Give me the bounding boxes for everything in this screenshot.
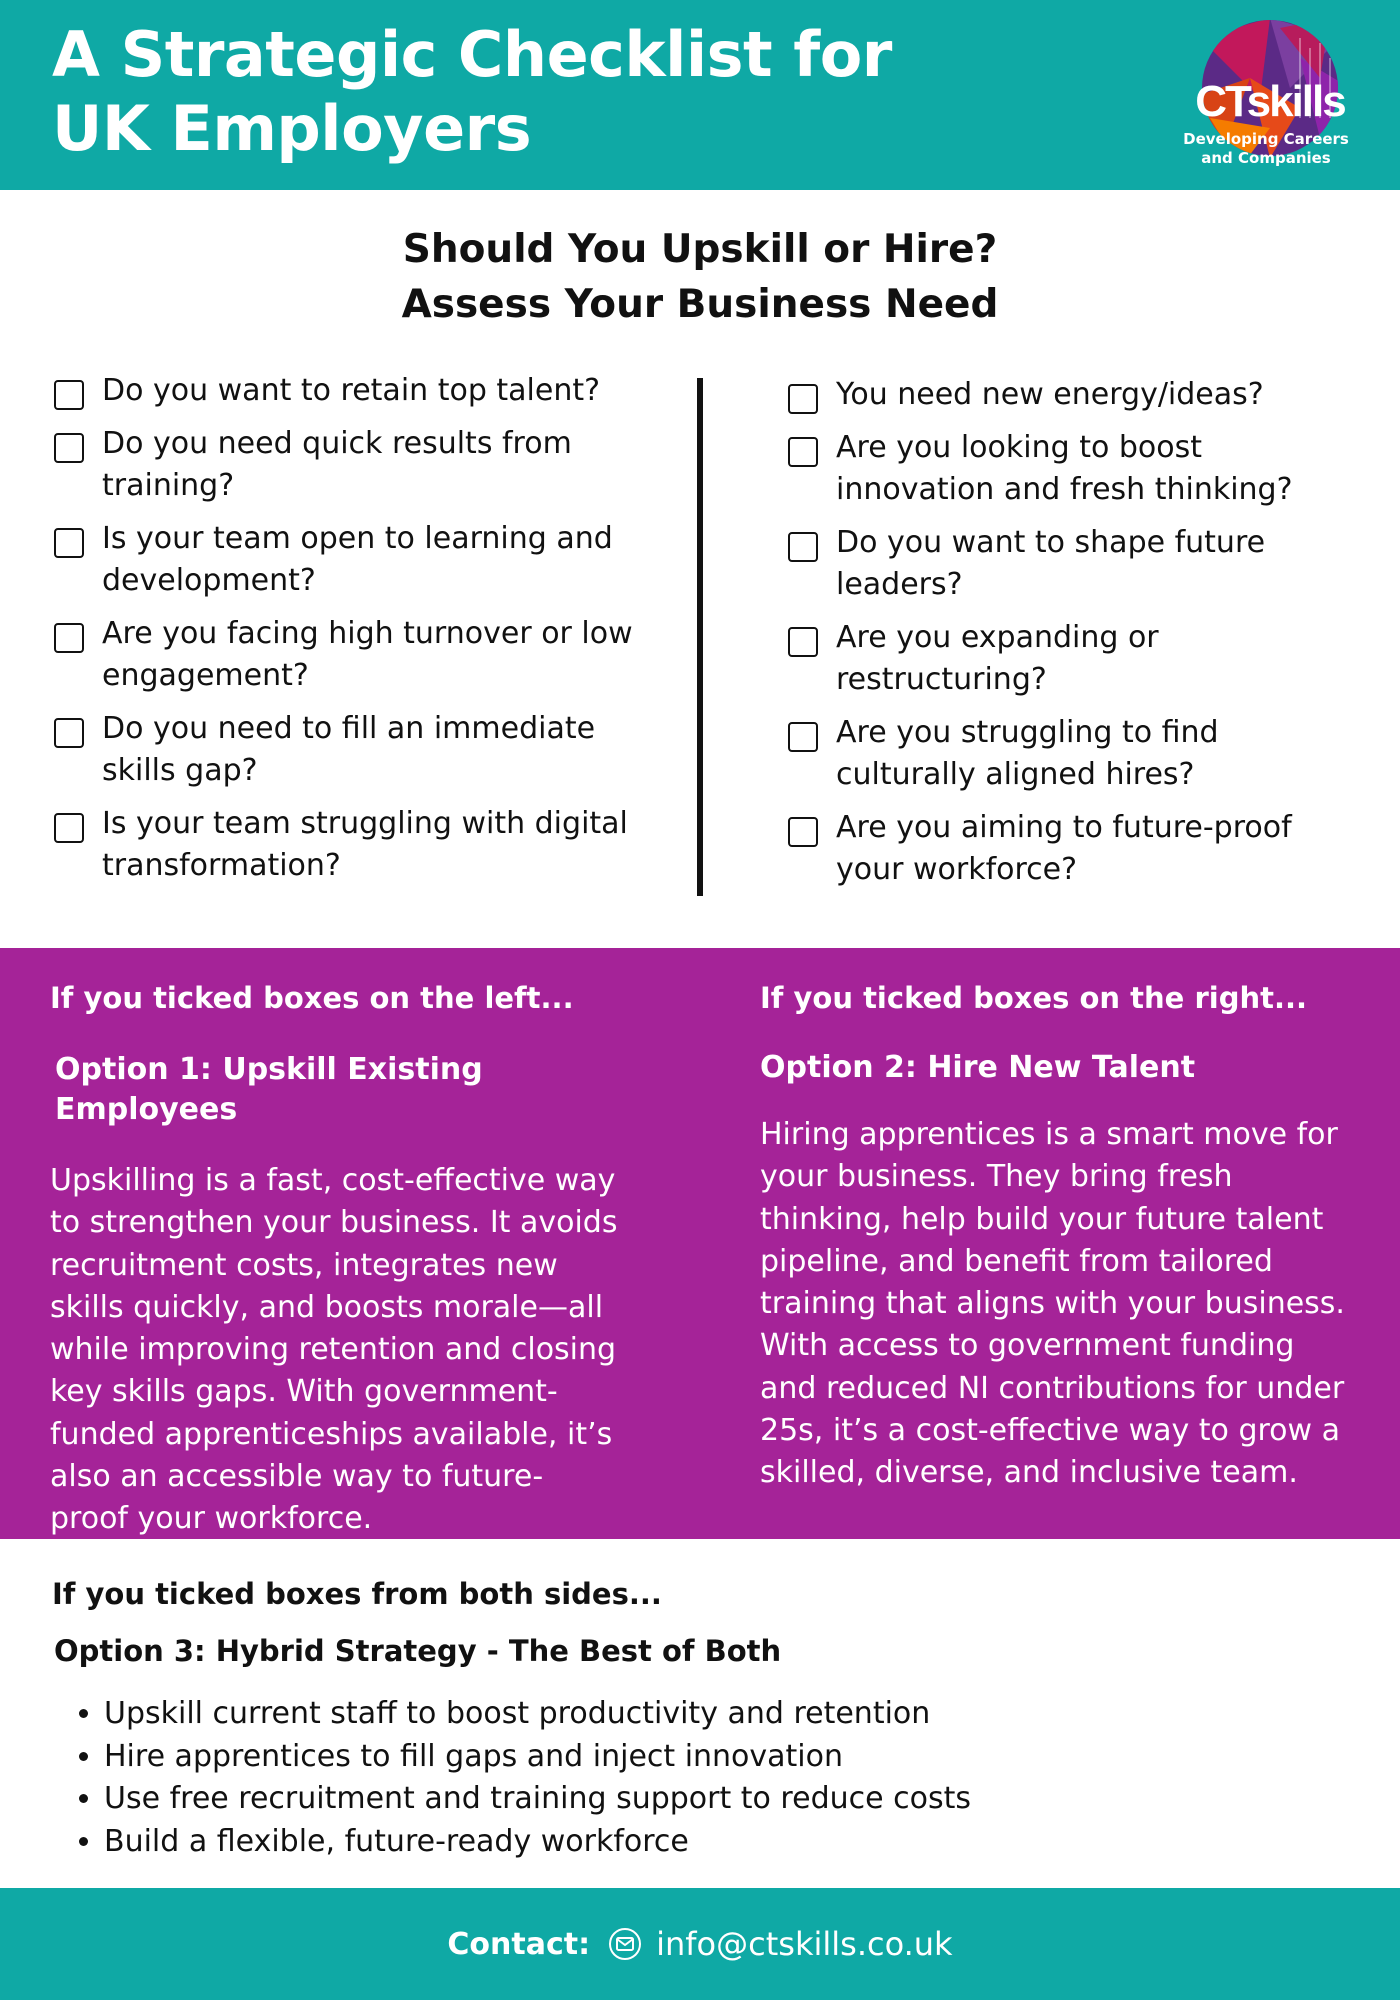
checkbox[interactable] xyxy=(54,718,84,748)
option-description xyxy=(760,1114,1360,1495)
checkbox[interactable] xyxy=(788,437,818,467)
bullet-item: • Build a flexible, future-ready workforce xyxy=(104,1821,1352,1864)
section-heading-line-2: Assess Your Business Need xyxy=(401,282,999,327)
bullet-item: • Use free recruitment and training support to reduce costs xyxy=(104,1778,1352,1821)
checklist-item[interactable] xyxy=(52,708,652,792)
title-line-2: UK Employers xyxy=(52,92,532,165)
checkbox[interactable] xyxy=(788,817,818,847)
checklist-item-label: Do you want to shape future leaders? xyxy=(836,525,1266,602)
text-line: funded apprenticeships available, it’s xyxy=(50,1416,613,1452)
option-intro: If you ticked boxes on the left... xyxy=(50,981,574,1015)
text-line: recruitment costs, integrates new xyxy=(50,1247,558,1283)
checklist-item[interactable] xyxy=(786,427,1346,511)
bullet-item: • Upskill current staff to boost productivity and retention xyxy=(104,1693,1352,1736)
checklist-item-label: Is your team open to learning and development? xyxy=(102,521,613,598)
option-title: Option 1: Upskill Existing Employees xyxy=(55,1052,483,1127)
option-intro: If you ticked boxes on the right... xyxy=(760,981,1308,1015)
checkbox[interactable] xyxy=(54,623,84,653)
checklist-item-label: Are you aiming to future-proof your workforce? xyxy=(836,810,1292,887)
option-description xyxy=(50,1160,650,1541)
checklist-item-label: Is your team struggling with digital transformation? xyxy=(102,806,628,883)
text-line: key skills gaps. With government- xyxy=(50,1374,558,1410)
option-intro: If you ticked boxes from both sides... xyxy=(52,1577,662,1611)
logo-tagline-line: Developing Careers xyxy=(1183,130,1349,148)
column-divider xyxy=(697,378,703,896)
text-line: 25s, it’s a cost-effective way to grow a xyxy=(760,1413,1340,1449)
checklist-left xyxy=(52,370,652,898)
title-line-1: A Strategic Checklist for xyxy=(52,18,892,91)
option-title: Option 2: Hire New Talent xyxy=(760,1050,1196,1085)
hybrid-bullet-list xyxy=(52,1693,1352,1863)
option-hybrid xyxy=(52,1574,1352,1863)
contact-label: Contact: xyxy=(447,1926,591,1962)
checklist-item[interactable] xyxy=(52,613,652,697)
text-line: skilled, diverse, and inclusive team. xyxy=(760,1455,1298,1491)
checkbox[interactable] xyxy=(54,433,84,463)
checklist-item[interactable] xyxy=(786,807,1346,891)
checklist-item-label: Are you looking to boost innovation and fresh thinking? xyxy=(836,430,1293,507)
contact-email-link[interactable]: info@ctskills.co.uk xyxy=(656,1925,953,1963)
checklist-item-label: Do you need to fill an immediate skills gap? xyxy=(102,711,596,788)
checkbox[interactable] xyxy=(54,813,84,843)
checkbox[interactable] xyxy=(788,627,818,657)
mail-icon xyxy=(608,1927,642,1961)
checklist-item[interactable] xyxy=(786,522,1346,606)
text-line: thinking, help build your future talent xyxy=(760,1201,1324,1237)
text-line: while improving retention and closing xyxy=(50,1332,617,1368)
checklist-item[interactable] xyxy=(786,617,1346,701)
checkbox[interactable] xyxy=(788,722,818,752)
contact-row xyxy=(0,1888,1400,2000)
bullet-item: • Hire apprentices to fill gaps and inject innovation xyxy=(104,1736,1352,1779)
checkbox[interactable] xyxy=(788,384,818,414)
text-line: Upskilling is a fast, cost-effective way xyxy=(50,1163,616,1198)
page-title xyxy=(52,18,1052,166)
logo-tagline xyxy=(1160,130,1372,168)
checkbox[interactable] xyxy=(54,380,84,410)
header-banner xyxy=(0,0,1400,190)
option-title: Option 3: Hybrid Strategy - The Best of Both xyxy=(54,1634,782,1668)
option-hire xyxy=(760,978,1360,1495)
text-line: pipeline, and benefit from tailored xyxy=(760,1243,1273,1279)
checklist-right xyxy=(786,374,1346,902)
options-band xyxy=(0,948,1400,1539)
text-line: your business. They bring fresh xyxy=(760,1159,1233,1195)
checklist-item-label: Do you need quick results from training? xyxy=(102,426,572,503)
text-line: also an accessible way to future- xyxy=(50,1459,544,1495)
checklist-item-label: Are you facing high turnover or low engagement? xyxy=(102,616,633,693)
section-heading-line-1: Should You Upskill or Hire? xyxy=(402,227,998,272)
logo-tagline-line: and Companies xyxy=(1201,149,1331,167)
text-line: With access to government funding xyxy=(760,1328,1295,1364)
option-upskill xyxy=(50,978,650,1541)
text-line: and reduced NI contributions for under xyxy=(760,1370,1345,1406)
checkbox[interactable] xyxy=(54,528,84,558)
section-heading xyxy=(0,222,1400,332)
footer-banner xyxy=(0,1888,1400,2000)
checklist-item[interactable] xyxy=(52,518,652,602)
logo-brand-text: CTskills xyxy=(1195,77,1345,126)
checkbox[interactable] xyxy=(788,532,818,562)
text-line: training that aligns with your business. xyxy=(760,1286,1345,1322)
checklist-item[interactable] xyxy=(786,712,1346,796)
checklist-item[interactable] xyxy=(52,370,652,412)
checklist-item-label: Are you struggling to find culturally aligned hires? xyxy=(836,715,1219,792)
checklist-item[interactable] xyxy=(52,423,652,507)
checklist-item[interactable] xyxy=(52,803,652,887)
checklist-item-label: Do you want to retain top talent? xyxy=(102,373,601,408)
text-line: skills quickly, and boosts morale—all xyxy=(50,1289,604,1325)
checklist-item[interactable] xyxy=(786,374,1346,416)
checklist-item-label: You need new energy/ideas? xyxy=(836,377,1264,412)
checklist-item-label: Are you expanding or restructuring? xyxy=(836,620,1159,697)
text-line: to strengthen your business. It avoids xyxy=(50,1205,618,1241)
text-line: proof your workforce. xyxy=(50,1501,373,1537)
text-line: Hiring apprentices is a smart move for xyxy=(760,1117,1338,1152)
